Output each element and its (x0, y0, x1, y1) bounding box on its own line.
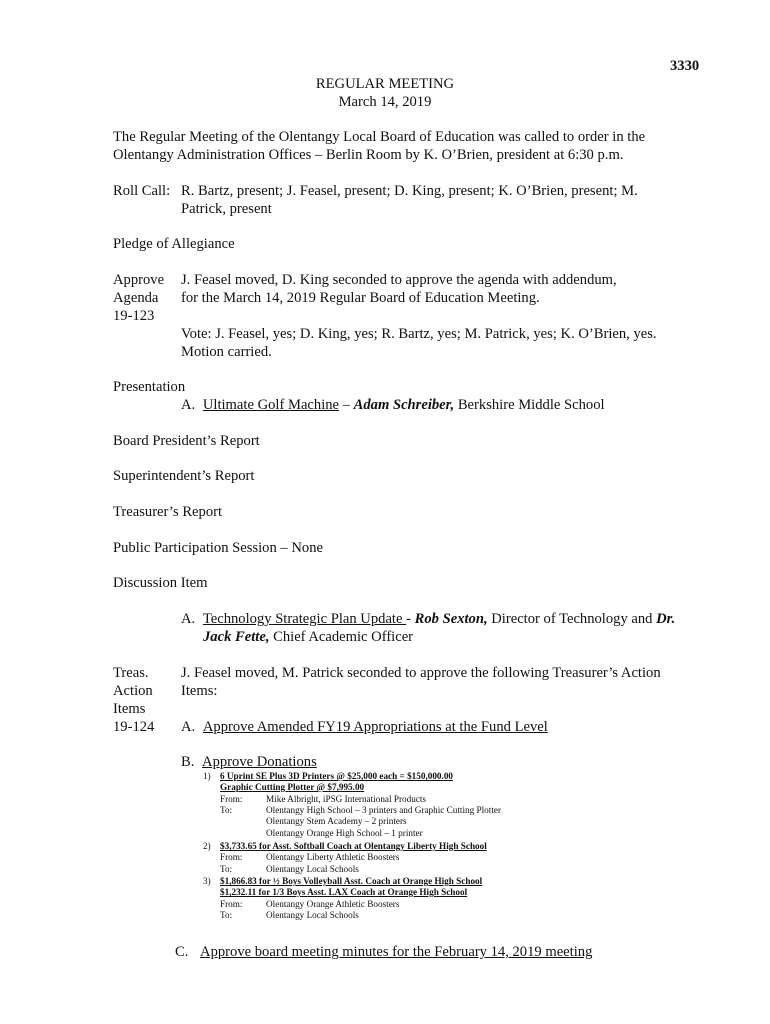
donation-3-to: Olentangy Local Schools (266, 910, 359, 920)
approve-agenda-label-1: Approve (113, 272, 165, 288)
donation-1-to-2: Olentangy Stem Academy – 2 printers (266, 816, 407, 826)
intro-line-1: The Regular Meeting of the Olentangy Local Board of Education was called to order in the (113, 129, 646, 145)
discussion-item-dash: - (406, 611, 415, 627)
treas-item-b-letter: B. (181, 754, 195, 770)
presentation-item-dash: – (339, 397, 354, 413)
intro-line-2: Olentangy Administration Offices – Berlin Room by K. O’Brien, president at 6:30 p.m. (113, 147, 624, 163)
approve-agenda-label-3: 19-123 (113, 308, 155, 324)
roll-call-line-2: Patrick, present (181, 201, 272, 217)
approve-agenda-line-2: for the March 14, 2019 Regular Board of Education Meeting. (181, 290, 540, 306)
treas-line-1: J. Feasel moved, M. Patrick seconded to approve the following Treasurer’s Action (181, 665, 661, 681)
treas-label-3: Items (113, 701, 146, 717)
roll-call-line-1: R. Bartz, present; J. Feasel, present; D. King, present; K. O’Brien, present; M. (181, 183, 638, 199)
donation-1-to-1: Olentangy High School – 3 printers and Graphic Cutting Plotter (266, 805, 502, 815)
presentation-item-title: Ultimate Golf Machine (202, 397, 340, 413)
donation-1-from: Mike Albright, iPSG International Products (266, 794, 427, 804)
treas-label-1: Treas. (113, 665, 149, 681)
treas-item-a-text: Approve Amended FY19 Appropriations at the Fund Level (202, 719, 548, 735)
page-number: 3330 (670, 58, 700, 74)
donation-1-num: 1) (203, 771, 211, 781)
donation-3-from: Olentangy Orange Athletic Boosters (266, 899, 400, 909)
discussion-person-1: Rob Sexton, (414, 611, 488, 627)
donation-2-to: Olentangy Local Schools (266, 864, 359, 874)
presentation-heading: Presentation (113, 379, 186, 395)
presentation-item-org: Berkshire Middle School (454, 397, 605, 413)
treas-item-a-letter: A. (181, 719, 196, 735)
donation-2-from-label: From: (220, 852, 243, 862)
public-participation: Public Participation Session – None (113, 540, 323, 556)
donation-1-to-label: To: (220, 805, 233, 815)
discussion-item-title: Technology Strategic Plan Update (202, 611, 407, 627)
treas-label-4: 19-124 (113, 719, 155, 735)
treas-item-c (175, 943, 592, 961)
presentation-item-letter: A. (181, 397, 196, 413)
treas-label-2: Action (113, 683, 153, 699)
treas-item-b-text: Approve Donations (202, 754, 317, 770)
superintendent-report: Superintendent’s Report (113, 468, 255, 484)
approve-agenda-vote: Vote: J. Feasel, yes; D. King, yes; R. Bartz, yes; M. Patrick, yes; K. O’Brien, yes. (181, 326, 657, 342)
donation-3-to-label: To: (220, 910, 233, 920)
treas-item-c-letter: C. (175, 944, 189, 960)
board-president-report: Board President’s Report (113, 433, 260, 449)
discussion-person-2-role: Chief Academic Officer (269, 629, 414, 645)
discussion-item-letter: A. (181, 611, 196, 627)
donation-1-to-3: Olentangy Orange High School – 1 printer (266, 828, 423, 838)
donation-3-from-label: From: (220, 899, 243, 909)
donation-3-line-2: $1,232.11 for 1/3 Boys Asst. LAX Coach at Orange High School (220, 887, 468, 897)
donation-3-num: 3) (203, 876, 211, 886)
treas-item-b (181, 753, 317, 771)
discussion-item-line-2 (203, 628, 413, 646)
approve-agenda-label-2: Agenda (113, 290, 159, 306)
donation-1-from-label: From: (220, 794, 243, 804)
donation-1-line-2: Graphic Cutting Plotter @ $7,995.00 (220, 782, 365, 792)
pledge: Pledge of Allegiance (113, 236, 235, 252)
donation-2-num: 2) (203, 841, 211, 851)
meeting-date: March 14, 2019 (338, 94, 432, 110)
presentation-item (181, 396, 605, 414)
roll-call-label: Roll Call: (113, 183, 171, 199)
donation-2-line-1: $3,733.65 for Asst. Softball Coach at Olentangy Liberty High School (220, 841, 487, 851)
treasurer-report: Treasurer’s Report (113, 504, 223, 520)
discussion-item-line-1 (181, 610, 675, 628)
discussion-person-2-prefix: Dr. (656, 611, 676, 627)
presentation-item-person: Adam Schreiber, (353, 397, 455, 413)
treas-item-a (181, 718, 548, 736)
meeting-title: REGULAR MEETING (315, 76, 455, 92)
donation-1-line-1: 6 Uprint SE Plus 3D Printers @ $25,000 each = $150,000.00 (220, 771, 454, 781)
treas-line-2: Items: (181, 683, 218, 699)
approve-agenda-line-1: J. Feasel moved, D. King seconded to approve the agenda with addendum, (181, 272, 617, 288)
approve-agenda-motion: Motion carried. (181, 344, 272, 360)
discussion-person-1-role: Director of Technology and (487, 611, 657, 627)
donation-3-line-1: $1,866.83 for ½ Boys Volleyball Asst. Coach at Orange High School (220, 876, 483, 886)
discussion-person-2: Jack Fette, (203, 629, 270, 645)
donation-2-to-label: To: (220, 864, 233, 874)
donation-2-from: Olentangy Liberty Athletic Boosters (266, 852, 400, 862)
treas-item-c-text: Approve board meeting minutes for the February 14, 2019 meeting (200, 944, 593, 960)
discussion-heading: Discussion Item (113, 575, 208, 591)
